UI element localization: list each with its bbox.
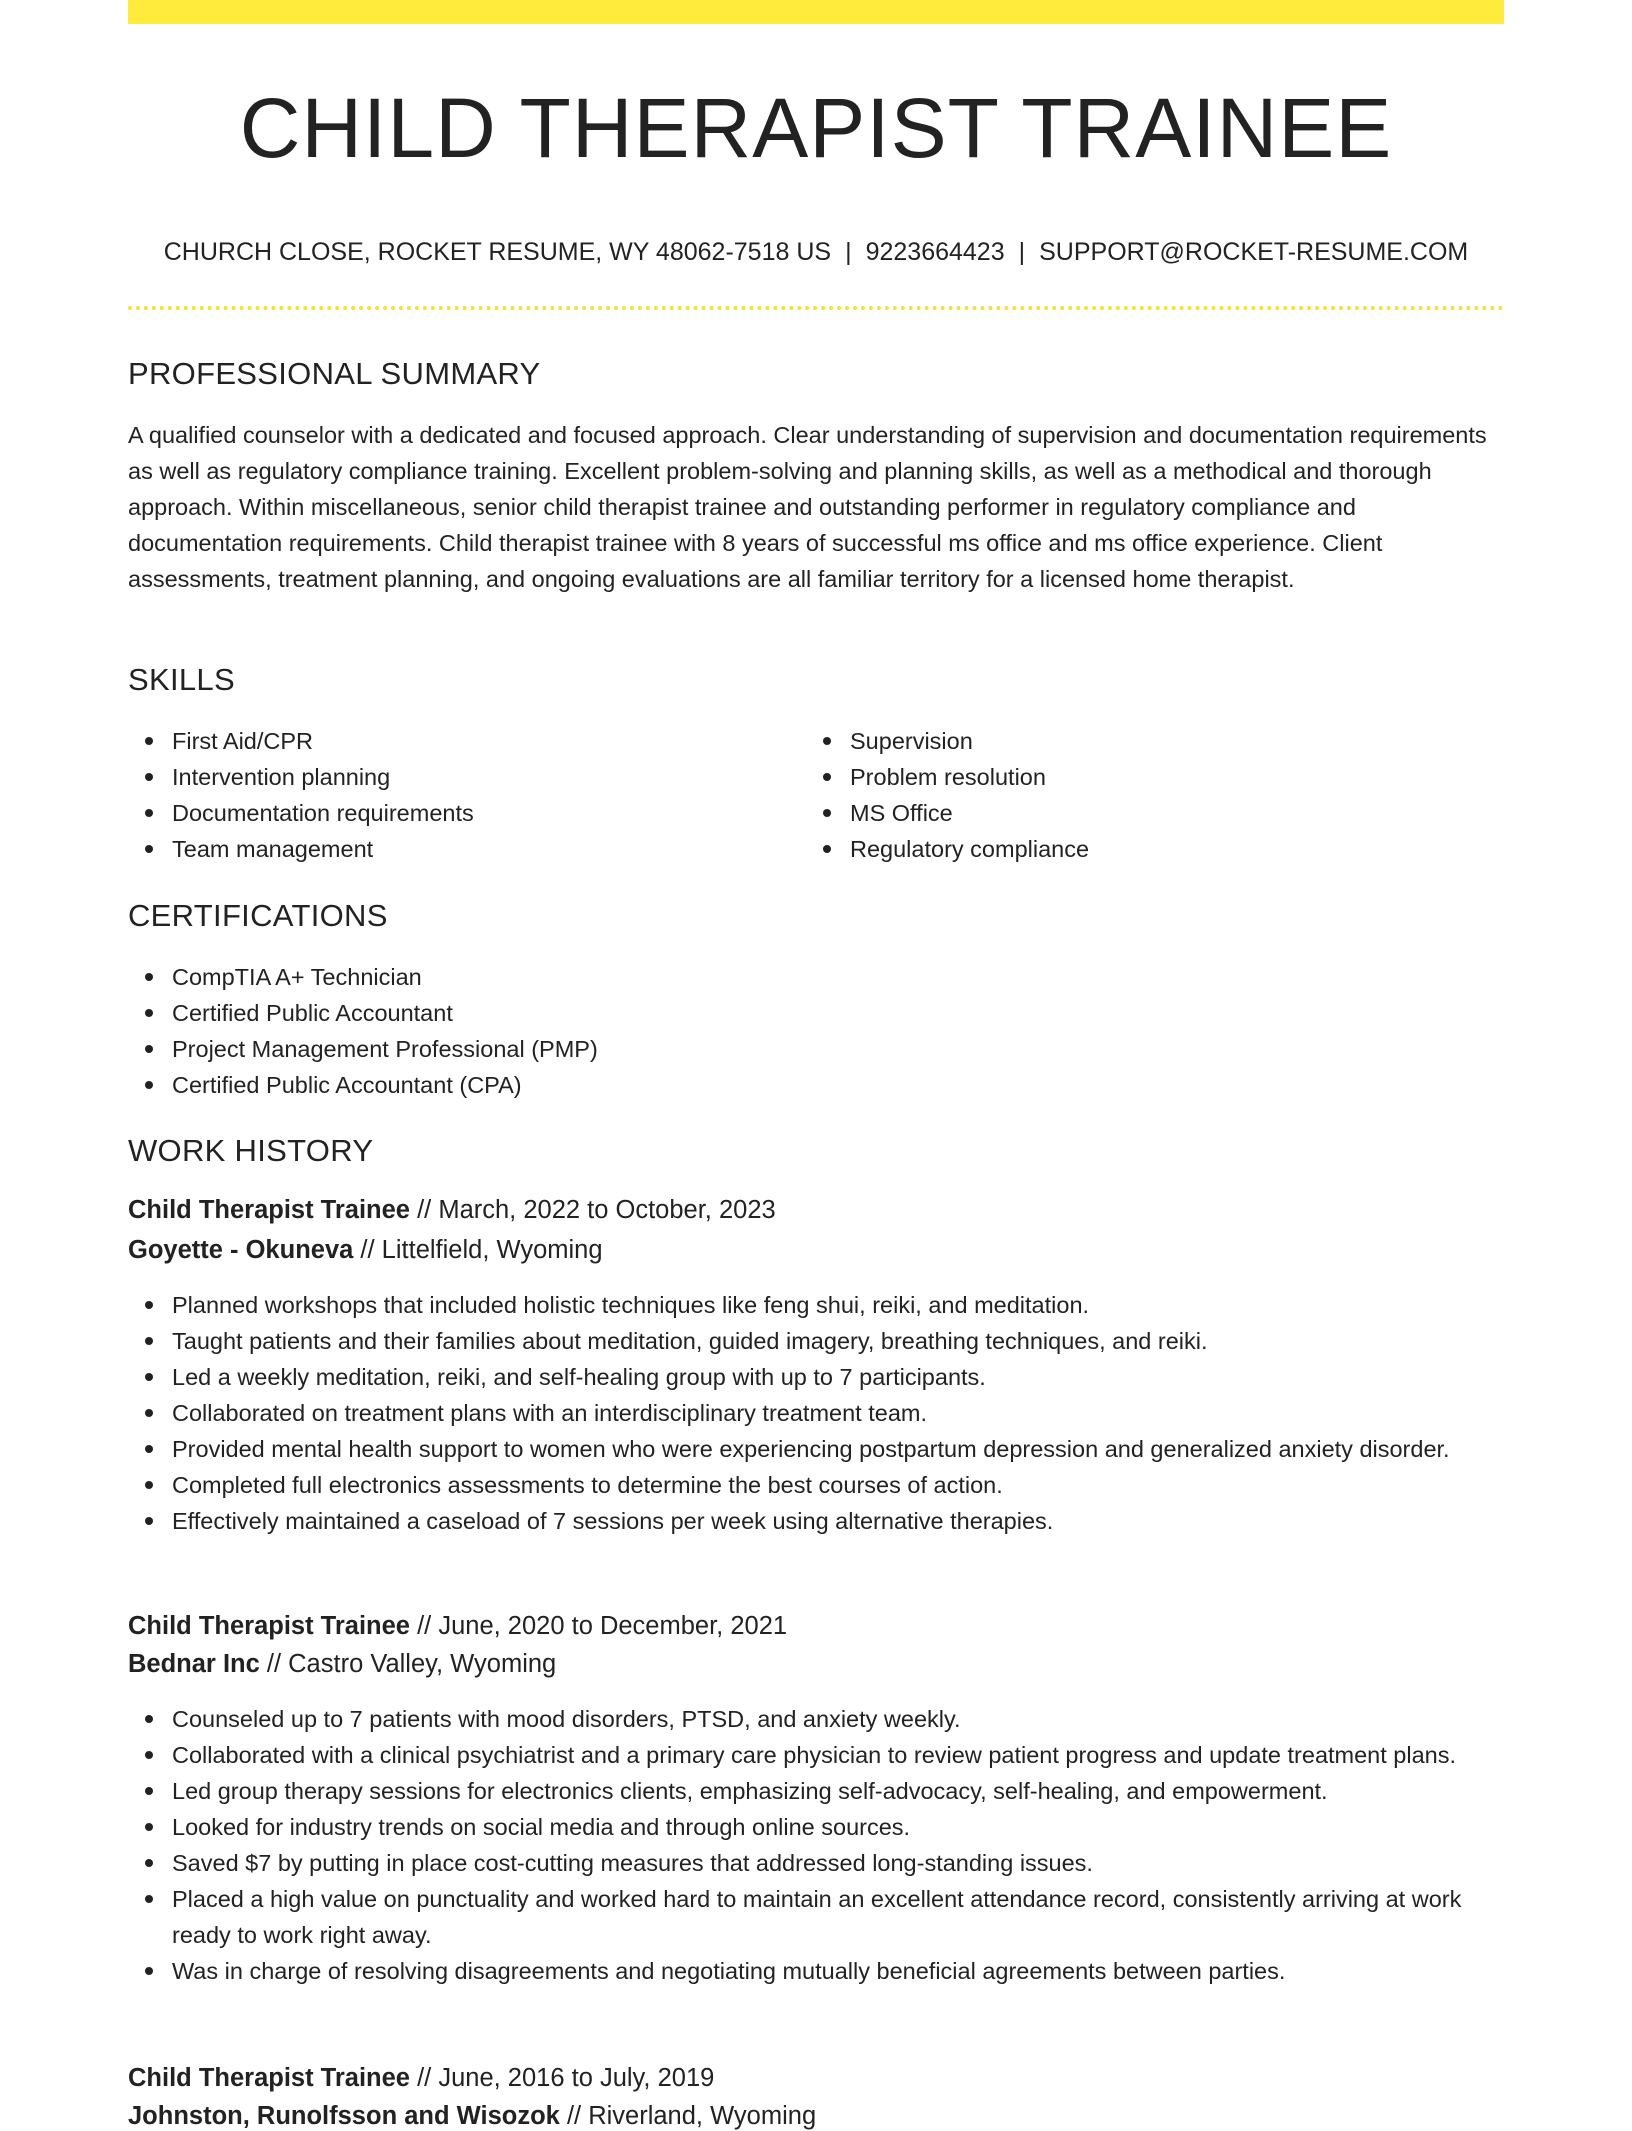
skills-list-left (128, 723, 788, 867)
job-bullet: Looked for industry trends on social media and through online sources. (128, 1809, 1504, 1845)
job-bullet: Completed full electronics assessments to determine the best courses of action. (128, 1467, 1504, 1503)
certification-item: Certified Public Accountant (CPA) (128, 1067, 1504, 1103)
job-bullet: Was in charge of resolving disagreements and negotiating mutually beneficial agreements between parties. (128, 1953, 1504, 1989)
top-accent-bar (128, 0, 1504, 24)
job-bullets (128, 1287, 1504, 1539)
job-company: Goyette - Okuneva (128, 1236, 354, 1264)
job-bullet: Placed a high value on punctuality and worked hard to maintain an excellent attendance record, consistently arriving at work ready to work right away. (128, 1881, 1504, 1953)
job-bullets (128, 1701, 1504, 1989)
job-bullet: Led a weekly meditation, reiki, and self-healing group with up to 7 participants. (128, 1359, 1504, 1395)
certification-item: Project Management Professional (PMP) (128, 1031, 1504, 1067)
job-title-line (128, 1196, 776, 1225)
job-bullet: Taught patients and their families about meditation, guided imagery, breathing techniques, and reiki. (128, 1323, 1504, 1359)
summary-heading: PROFESSIONAL SUMMARY (128, 356, 541, 391)
job-role: Child Therapist Trainee (128, 1612, 410, 1640)
resume-name: CHILD THERAPIST TRAINEE (239, 81, 1393, 175)
skill-item: Regulatory compliance (806, 831, 1466, 867)
job-bullet: Led group therapy sessions for electronics clients, emphasizing self-advocacy, self-healing, and empowerment. (128, 1773, 1504, 1809)
job-title-line (128, 2064, 714, 2093)
contact-address: CHURCH CLOSE, ROCKET RESUME, WY 48062-7518 US (163, 238, 832, 266)
job-location: // Littelfield, Wyoming (360, 1236, 603, 1264)
job-bullet: Effectively maintained a caseload of 7 sessions per week using alternative therapies. (128, 1503, 1504, 1539)
certification-item: Certified Public Accountant (128, 995, 1504, 1031)
skills-list-right (806, 723, 1466, 867)
job-company-line (128, 1650, 556, 1679)
skill-item: Intervention planning (128, 759, 788, 795)
contact-line (128, 238, 1504, 267)
header-divider (128, 306, 1504, 310)
work-history-heading: WORK HISTORY (128, 1133, 374, 1168)
skill-item: MS Office (806, 795, 1466, 831)
job-dates: // June, 2016 to July, 2019 (417, 2064, 715, 2092)
skill-item: Team management (128, 831, 788, 867)
skill-item: First Aid/CPR (128, 723, 788, 759)
job-company: Bednar Inc (128, 1650, 260, 1678)
certifications-heading: CERTIFICATIONS (128, 898, 388, 933)
job-company-line (128, 2102, 816, 2131)
contact-phone: 9223664423 (865, 238, 1005, 266)
contact-separator: | (1018, 238, 1026, 266)
job-location: // Castro Valley, Wyoming (266, 1650, 557, 1678)
job-title-line (128, 1612, 787, 1641)
skill-item: Problem resolution (806, 759, 1466, 795)
job-bullet: Collaborated with a clinical psychiatrist and a primary care physician to review patient progress and update treatment plans. (128, 1737, 1504, 1773)
job-dates: // June, 2020 to December, 2021 (417, 1612, 788, 1640)
job-role: Child Therapist Trainee (128, 1196, 410, 1224)
certification-item: CompTIA A+ Technician (128, 959, 1504, 995)
contact-email: SUPPORT@ROCKET-RESUME.COM (1039, 238, 1469, 266)
summary-text: A qualified counselor with a dedicated and focused approach. Clear understanding of supervision and documentation requirements as well as regulatory compliance training. Excellent problem-solving and planning skills, as well as a methodical and thorough approach. Within miscellaneous, senior child therapist trainee and outstanding performer in regulatory compliance and documentation requirements. Child therapist trainee with 8 years of successful ms office and ms office experience. Client assessments, treatment planning, and ongoing evaluations are all familiar territory for a licensed home therapist. (128, 422, 1487, 592)
skills-heading: SKILLS (128, 662, 235, 697)
job-role: Child Therapist Trainee (128, 2064, 410, 2092)
job-bullet: Collaborated on treatment plans with an interdisciplinary treatment team. (128, 1395, 1504, 1431)
job-company: Johnston, Runolfsson and Wisozok (128, 2102, 560, 2130)
job-dates: // March, 2022 to October, 2023 (417, 1196, 776, 1224)
job-bullet: Counseled up to 7 patients with mood disorders, PTSD, and anxiety weekly. (128, 1701, 1504, 1737)
job-company-line (128, 1236, 603, 1265)
job-bullet: Provided mental health support to women who were experiencing postpartum depression and generalized anxiety disorder. (128, 1431, 1504, 1467)
skill-item: Documentation requirements (128, 795, 788, 831)
certifications-list (128, 959, 1504, 1103)
contact-separator: | (845, 238, 852, 266)
skill-item: Supervision (806, 723, 1466, 759)
job-bullet: Saved $7 by putting in place cost-cutting measures that addressed long-standing issues. (128, 1845, 1504, 1881)
job-location: // Riverland, Wyoming (566, 2102, 817, 2130)
job-bullet: Planned workshops that included holistic techniques like feng shui, reiki, and meditation. (128, 1287, 1504, 1323)
